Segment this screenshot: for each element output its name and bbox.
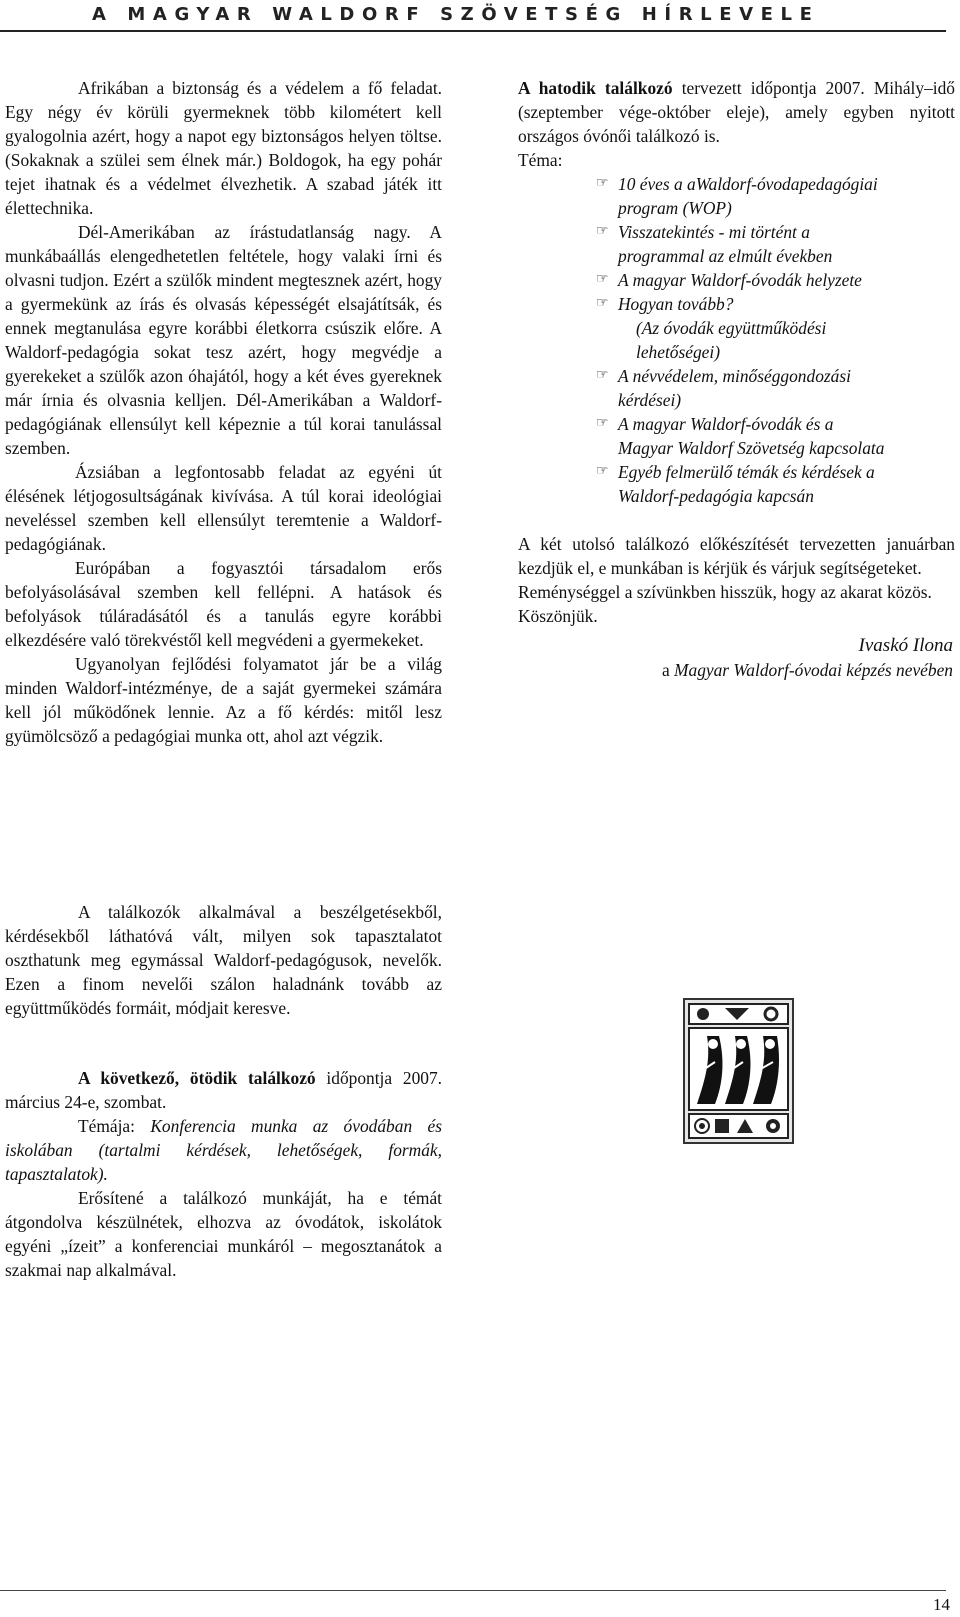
paragraph-hope: Reménységgel a szívünkben hisszük, hogy az akarat közös. — [518, 582, 932, 602]
newsletter-title: A MAGYAR WALDORF SZÖVETSÉG HÍRLEVELE — [92, 4, 820, 25]
list-item: ☞ A magyar Waldorf-óvodák helyzete — [596, 270, 862, 290]
paragraph-theme — [5, 1114, 442, 1186]
paragraph-europe: Európában a fogyasztói társadalom erős befolyásolásával szemben kell fellépni. A hatások és befolyások túláradásától és a tanulás egyre korábbi elkezdésére való törekvéstől kell megvédeni a gyermekeket. — [5, 558, 442, 650]
paragraph-south-america: Dél-Amerikában az írástudatlanság nagy. A munkábaállás elengedhetetlen feltétele, hogy valaki írni és olvasni tudjon. Ezért a szülők mindent megtesznek azért, hogy a gyermekünk az írás és olvasás képességét elsajátítsák, és ennek megtanulása egyre korábbi életkorra csúszik előre. A Waldorf-pedagógia sokat tesz azért, hogy megvédje a gyerekeket a szülők azon óhajától, hogy a két éves gyereknek már írnia és olvasnia kelljen. Dél-Amerikában a Waldorf-pedagógiának ellensúlyt kell képeznie a túl korai tanulással szemben. — [5, 222, 442, 458]
paragraph-next-meeting — [5, 1066, 442, 1114]
list-item: ☞ A magyar Waldorf-óvodák és a Magyar Waldorf Szövetség kapcsolata — [596, 414, 885, 458]
hand-pointer-icon: ☞ — [596, 464, 609, 479]
paragraph-request: Erősítené a találkozó munkáját, ha e témát átgondolva készülnétek, elhozva az óvodátok, iskolátok egyéni „ízeit” a konferenciai munkáról – megosztanátok a szakmai nap alkalmával. — [5, 1188, 442, 1280]
paragraph-meetings: A találkozók alkalmával a beszélgetésekből, kérdésekből láthatóvá vált, milyen sok tapasztalatot oszthatunk meg egymással Waldorf-pedagógusok, nevelők. Ezen a finom nevelői szálon haladnánk tovább az együttműködés formáit, módjait keresve. — [5, 902, 442, 1018]
tema-label: Téma: — [518, 150, 563, 170]
hand-pointer-icon: ☞ — [596, 224, 609, 239]
list-item: ☞ A névvédelem, minőséggondozási kérdései) — [596, 366, 851, 410]
sixth-meeting-bold: A hatodik találkozó — [518, 78, 673, 98]
page-number: 14 — [933, 1595, 950, 1614]
list-item: ☞ Hogyan tovább? — [596, 294, 734, 314]
footer-rule — [0, 1590, 946, 1591]
hand-pointer-icon: ☞ — [596, 416, 609, 431]
next-meeting-bold: A következő, ötödik találkozó — [78, 1068, 316, 1088]
theme-text: Konferencia munka az óvodában és iskolában (tartalmi kérdések, lehetőségek, formák, tapasztalatok). — [5, 1116, 442, 1184]
right-column — [518, 76, 955, 682]
paragraph-development: Ugyanolyan fejlődési folyamatot jár be a világ minden Waldorf-intézménye, de a saját gyermekei számára kell jól működőnek lennie. Az a fő kérdés: mitől lesz gyümölcsöző a pedagógiai munka ott, ahol azt végzik. — [5, 654, 442, 746]
list-item: (Az óvodák együttműködési lehetőségei) — [636, 318, 827, 362]
hand-pointer-icon: ☞ — [596, 368, 609, 383]
paragraph-sixth-meeting — [518, 76, 955, 148]
paragraph-thanks: Köszönjük. — [518, 606, 598, 626]
decorative-illustration — [683, 998, 794, 1144]
left-column — [5, 76, 442, 748]
signature-name: Ivaskó Ilona — [858, 635, 953, 656]
hand-pointer-icon: ☞ — [596, 296, 609, 311]
sixth-meeting-text: tervezett időpontja 2007. Mihály–idő (szeptember vége-október eleje), amely egyben nyitott országos óvónői találkozó is. — [518, 78, 955, 146]
header-rule — [0, 30, 946, 32]
next-meeting-date: időpontja 2007. március 24-e, szombat. — [5, 1068, 443, 1112]
paragraph-africa: Afrikában a biztonság és a védelem a fő feladat. Egy négy év körüli gyermeknek több kilométert kell gyalogolnia azért, hogy a napot egy biztonságos helyen töltse. (Sokaknak a szülei sem élnek már.) Boldogok, ha egy pohár tejet ihatnak és a védelmet élvezhetik. A szabad játék itt élettechnika. — [5, 78, 442, 218]
left-column-next-meeting — [5, 1066, 442, 1282]
paragraph-asia: Ázsiában a legfontosabb feladat az egyéni út élésének létjogosultságának kivívása. A túl korai ideológiai neveléssel szemben kell ellensúlyt teremtenie a Waldorf-pedagógiának. — [5, 462, 442, 554]
left-column-meetings — [5, 900, 442, 1020]
list-item: ☞ 10 éves a aWaldorf-óvodapedagógiai program (WOP) — [596, 174, 878, 218]
topic-list — [518, 172, 955, 508]
hand-pointer-icon: ☞ — [596, 176, 609, 191]
signature-organization: a Magyar Waldorf-óvodai képzés nevében — [661, 660, 953, 680]
illustration-icon — [685, 1000, 792, 1142]
theme-label: Témája: — [78, 1116, 151, 1136]
list-item: ☞ Visszatekintés - mi történt a programmal az elmúlt években — [596, 222, 833, 266]
list-item: ☞ Egyéb felmerülő témák és kérdések a Waldorf-pedagógia kapcsán — [596, 462, 875, 506]
hand-pointer-icon: ☞ — [596, 272, 609, 287]
paragraph-preparation: A két utolsó találkozó előkészítését tervezetten januárban kezdjük el, e munkában is kérjük és várjuk segítségeteket. — [518, 534, 955, 578]
